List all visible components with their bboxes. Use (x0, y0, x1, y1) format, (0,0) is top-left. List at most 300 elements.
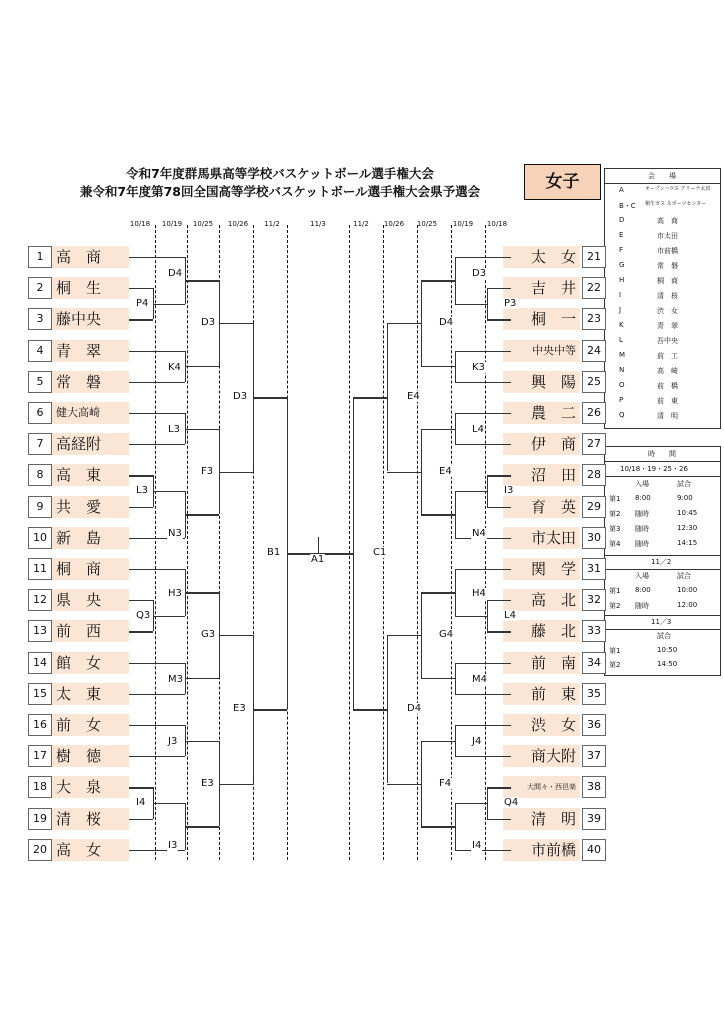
schedule-row (605, 660, 720, 672)
table-cell: 第1 (609, 647, 621, 655)
bracket-line (129, 694, 185, 695)
table-cell: I (619, 291, 622, 299)
bracket-line (185, 366, 219, 367)
match-code: M4 (472, 673, 487, 685)
team-seed-number: 8 (28, 464, 52, 486)
team-seed-number: 18 (28, 776, 52, 798)
team-seed-number: 33 (582, 620, 606, 642)
bracket-line (185, 280, 219, 281)
team-seed-number: 9 (28, 496, 52, 518)
bracket-line (455, 569, 456, 616)
team-name: 高経附 (52, 433, 129, 455)
venue-heading (605, 171, 720, 183)
bracket-line (487, 787, 511, 788)
table-cell: 常 磐 (657, 262, 678, 270)
bracket-line (353, 397, 387, 398)
match-code-final: A1 (311, 554, 325, 566)
team-name: 伊 商 (503, 433, 580, 455)
team-seed-number: 2 (28, 277, 52, 299)
bracket-line (253, 397, 287, 398)
bracket-line (455, 850, 511, 851)
team-name: 中央中等 (503, 340, 580, 362)
bracket-line (185, 592, 219, 593)
bracket-line (387, 784, 421, 785)
table-cell: 10:00 (677, 586, 698, 594)
match-code: I4 (472, 839, 482, 851)
team-name: 藤中央 (52, 308, 129, 330)
category-badge: 女子 (524, 164, 601, 200)
match-code: D3 (472, 268, 487, 279)
divider (605, 476, 720, 477)
round-divider (187, 225, 188, 860)
match-code: K4 (168, 361, 181, 373)
team-name: 清 桜 (52, 808, 129, 830)
bracket-line (455, 351, 456, 382)
team-seed-number: 14 (28, 652, 52, 674)
bracket-line (185, 429, 219, 430)
match-code: D4 (168, 268, 183, 279)
table-cell: 第2 (609, 661, 621, 669)
team-seed-number: 13 (28, 620, 52, 642)
bracket-line (455, 616, 487, 617)
table-cell: 試合 (677, 572, 691, 580)
round-date: 11/2 (264, 220, 280, 228)
bracket-line (219, 323, 253, 324)
round-date: 11/3 (310, 220, 326, 228)
venue-row (605, 231, 720, 243)
table-cell: Q (619, 411, 625, 419)
venue-row (605, 336, 720, 348)
team-name: 市太田 (503, 527, 580, 549)
bracket-line (129, 257, 185, 258)
team-name: 桐 商 (52, 558, 129, 580)
match-code: P3 (504, 297, 517, 309)
match-code: D4 (407, 703, 422, 715)
bracket-line (487, 288, 488, 319)
bracket-line (421, 592, 422, 678)
venue-row (605, 381, 720, 393)
venue-row (605, 201, 720, 213)
match-code: L4 (504, 609, 516, 621)
team-seed-number: 38 (582, 776, 606, 798)
team-seed-number: 34 (582, 652, 606, 674)
round-date: 11/2 (353, 220, 369, 228)
bracket-line (219, 784, 253, 785)
match-code: N4 (472, 527, 486, 539)
team-name: 県 央 (52, 589, 129, 611)
schedule-row (605, 524, 720, 536)
round-date: 10/18 (486, 220, 508, 228)
title-line-2: 兼令和7年度第78回全国高等学校バスケットボール選手権大会県予選会 (79, 184, 481, 199)
team-seed-number: 3 (28, 308, 52, 330)
bracket-line (455, 756, 511, 757)
bracket-line (455, 382, 511, 383)
round-divider (349, 225, 350, 860)
bracket-line (129, 725, 185, 726)
table-cell: 前 工 (657, 352, 678, 360)
team-seed-number: 24 (582, 340, 606, 362)
venue-row (605, 396, 720, 408)
table-cell: 11／2 (651, 558, 672, 566)
table-cell: 高 商 (657, 217, 678, 225)
schedule-dates (605, 464, 720, 476)
bracket-line (421, 366, 455, 367)
bracket-line (253, 709, 287, 710)
match-code: G3 (201, 629, 216, 641)
table-cell: 12:30 (677, 524, 698, 532)
table-cell: 渋 女 (657, 307, 678, 315)
round-date: 10/25 (192, 220, 214, 228)
bracket-line (455, 351, 511, 352)
team-name: 大 泉 (52, 776, 129, 798)
schedule-columns (605, 571, 720, 583)
table-cell: 随時 (635, 510, 649, 518)
bracket-line (185, 826, 219, 827)
schedule-row (605, 539, 720, 551)
bracket-line (129, 756, 185, 757)
team-seed-number: 7 (28, 433, 52, 455)
table-cell: 第2 (609, 510, 621, 518)
team-name: 桐 一 (503, 308, 580, 330)
bracket-line (318, 537, 319, 553)
match-code: I4 (136, 797, 146, 808)
match-code: D3 (233, 391, 248, 403)
table-cell: 随時 (635, 525, 649, 533)
match-code: N3 (168, 527, 182, 539)
team-name: 健大高崎 (52, 402, 129, 424)
round-divider (485, 225, 486, 860)
bracket-line (129, 288, 153, 289)
team-name: 高 商 (52, 246, 129, 268)
bracket-line (487, 319, 511, 320)
team-name: 青 翠 (52, 340, 129, 362)
match-code: E3 (201, 777, 214, 789)
venue-row (605, 321, 720, 333)
bracket-line (421, 826, 455, 827)
bracket-line (387, 635, 388, 783)
team-name: 前 東 (503, 683, 580, 705)
bracket-line (153, 304, 185, 305)
table-cell: 随時 (635, 602, 649, 610)
bracket-line (455, 663, 511, 664)
bracket-line (455, 257, 511, 258)
team-seed-number: 5 (28, 371, 52, 393)
bracket-line (129, 569, 185, 570)
table-cell: 8:00 (635, 494, 651, 502)
table-cell: 市太田 (657, 232, 678, 240)
team-seed-number: 35 (582, 683, 606, 705)
schedule-columns (605, 631, 720, 643)
bracket-line (129, 600, 153, 601)
schedule-heading (605, 449, 720, 461)
table-cell: 14:50 (657, 660, 678, 668)
table-cell: F (619, 246, 624, 254)
team-name: 桐 生 (52, 277, 129, 299)
table-cell: 青 翠 (657, 322, 678, 330)
venue-row (605, 291, 720, 303)
bracket-line (487, 475, 488, 506)
divider (605, 183, 720, 184)
table-cell: B・C (619, 202, 636, 210)
round-divider (383, 225, 384, 860)
bracket-line (487, 819, 511, 820)
bracket-line (129, 631, 153, 632)
match-code: J3 (168, 736, 178, 747)
bracket-line (129, 413, 185, 414)
team-seed-number: 37 (582, 745, 606, 767)
round-divider (417, 225, 418, 860)
team-name: 前 南 (503, 652, 580, 674)
team-name: 新 島 (52, 527, 129, 549)
schedule-columns (605, 479, 720, 491)
bracket-line (129, 351, 185, 352)
table-cell: H (619, 276, 625, 284)
table-cell: 10:45 (677, 509, 698, 517)
team-name: 太 東 (52, 683, 129, 705)
match-code: K3 (472, 361, 485, 373)
bracket-line (421, 741, 422, 827)
bracket-line (129, 444, 185, 445)
match-code: E4 (407, 391, 420, 403)
table-cell: M (619, 351, 626, 359)
table-cell: 前 橋 (657, 382, 678, 390)
divider (605, 629, 720, 630)
schedule-row (605, 509, 720, 521)
team-seed-number: 39 (582, 808, 606, 830)
divider (605, 569, 720, 570)
match-code: E4 (439, 465, 452, 477)
bracket-line (129, 507, 153, 508)
table-cell: 入場 (635, 572, 649, 580)
team-seed-number: 4 (28, 340, 52, 362)
venue-row (605, 276, 720, 288)
bracket-line (421, 741, 455, 742)
round-date: 10/19 (161, 220, 183, 228)
team-name: 前 西 (52, 620, 129, 642)
table-cell: A (619, 186, 624, 194)
round-date: 10/19 (452, 220, 474, 228)
team-seed-number: 1 (28, 246, 52, 268)
team-seed-number: 21 (582, 246, 606, 268)
team-name: 樹 徳 (52, 745, 129, 767)
venue-row (605, 411, 720, 423)
match-code: P4 (136, 297, 149, 309)
team-name: 農 二 (503, 402, 580, 424)
table-cell: 第3 (609, 525, 621, 533)
team-seed-number: 6 (28, 402, 52, 424)
bracket-line (421, 592, 455, 593)
team-seed-number: 36 (582, 714, 606, 736)
team-seed-number: 29 (582, 496, 606, 518)
bracket-line (455, 725, 511, 726)
team-seed-number: 31 (582, 558, 606, 580)
bracket-line (421, 429, 422, 515)
match-code: E3 (233, 703, 246, 715)
table-cell: E (619, 231, 624, 239)
table-cell: オープンハウス アリーナ太田 (645, 186, 711, 192)
bracket-line (455, 257, 456, 304)
team-name: 高 女 (52, 839, 129, 861)
table-cell: P (619, 396, 624, 404)
table-cell: 清 桜 (657, 292, 678, 300)
round-date: 10/18 (129, 220, 151, 228)
bracket-line (455, 725, 456, 756)
team-name: 渋 女 (503, 714, 580, 736)
bracket-line (455, 803, 456, 850)
schedule-row (605, 646, 720, 658)
table-cell: N (619, 366, 625, 374)
table-cell: 11／3 (651, 618, 672, 626)
match-code: H3 (168, 588, 182, 599)
bracket-line (455, 663, 456, 694)
venue-row (605, 246, 720, 258)
match-code: Q3 (136, 609, 151, 621)
match-code: D4 (439, 317, 454, 329)
bracket-line (421, 514, 455, 515)
table-cell: 8:00 (635, 586, 651, 594)
bracket-line (129, 787, 153, 788)
bracket-line (487, 507, 511, 508)
match-code: H4 (472, 588, 486, 599)
bracket-line (353, 709, 387, 710)
table-cell: 第2 (609, 602, 621, 610)
table-cell: 吾中央 (657, 337, 678, 345)
divider (605, 555, 720, 556)
bracket-line (487, 787, 488, 818)
venue-row (605, 261, 720, 273)
team-name: 育 英 (503, 496, 580, 518)
match-code: B1 (267, 547, 281, 559)
table-cell: 会 場 (648, 172, 676, 180)
table-cell: O (619, 381, 625, 389)
bracket-line (219, 635, 253, 636)
table-cell: 高 崎 (657, 367, 678, 375)
match-code: G4 (439, 629, 454, 641)
bracket-line (129, 382, 185, 383)
venue-row (605, 186, 720, 198)
venue-row (605, 351, 720, 363)
round-divider (155, 225, 156, 860)
table-cell: 9:00 (677, 494, 693, 502)
bracket-line (153, 491, 185, 492)
team-name: 藤 北 (503, 620, 580, 642)
table-cell: 試合 (657, 632, 671, 640)
match-code: I3 (168, 839, 178, 851)
bracket-line (455, 444, 511, 445)
bracket-line (185, 514, 219, 515)
table-cell: 12:00 (677, 601, 698, 609)
bracket-line (129, 475, 153, 476)
match-code: I3 (504, 485, 514, 496)
team-seed-number: 23 (582, 308, 606, 330)
table-cell: G (619, 261, 625, 269)
table-cell: 前 東 (657, 397, 678, 405)
match-code: L4 (472, 424, 484, 435)
team-seed-number: 26 (582, 402, 606, 424)
schedule-dates (605, 617, 720, 629)
team-name: 共 愛 (52, 496, 129, 518)
bracket-line (455, 491, 487, 492)
bracket-line (455, 413, 456, 444)
team-seed-number: 22 (582, 277, 606, 299)
team-name: 太 女 (503, 246, 580, 268)
team-name: 興 陽 (503, 371, 580, 393)
table-cell: 14:15 (677, 539, 698, 547)
match-code: L3 (168, 424, 180, 435)
team-seed-number: 40 (582, 839, 606, 861)
team-seed-number: 12 (28, 589, 52, 611)
team-seed-number: 10 (28, 527, 52, 549)
team-name: 大間々・西邑楽 (503, 776, 580, 798)
venue-table (604, 168, 721, 429)
bracket-line (129, 319, 153, 320)
table-cell: 時 間 (648, 450, 676, 458)
bracket-line (153, 616, 185, 617)
round-date: 10/26 (227, 220, 249, 228)
bracket-line (487, 600, 488, 631)
team-seed-number: 27 (582, 433, 606, 455)
bracket-line (421, 678, 455, 679)
table-cell: 第1 (609, 495, 621, 503)
round-date: 10/25 (416, 220, 438, 228)
table-cell: 桐 商 (657, 277, 678, 285)
team-name: 吉 井 (503, 277, 580, 299)
match-code: C1 (373, 547, 387, 559)
team-seed-number: 15 (28, 683, 52, 705)
schedule-table (604, 446, 721, 676)
bracket-line (387, 323, 388, 471)
venue-row (605, 366, 720, 378)
table-cell: D (619, 216, 625, 224)
schedule-row (605, 586, 720, 598)
team-name: 前 女 (52, 714, 129, 736)
team-name: 館 女 (52, 652, 129, 674)
team-name: 商大附 (503, 745, 580, 767)
bracket-line (421, 429, 455, 430)
bracket-line (387, 323, 421, 324)
bracket-line (455, 569, 511, 570)
team-seed-number: 28 (582, 464, 606, 486)
bracket-line (185, 741, 219, 742)
bracket-line (353, 397, 354, 709)
match-code: M3 (168, 673, 183, 685)
bracket-line (387, 472, 421, 473)
team-seed-number: 19 (28, 808, 52, 830)
table-cell: 10/18・19・25・26 (620, 465, 688, 473)
schedule-row (605, 494, 720, 506)
round-date: 10/26 (383, 220, 405, 228)
bracket-line (185, 678, 219, 679)
table-cell: L (619, 336, 623, 344)
table-cell: 随時 (635, 540, 649, 548)
bracket-line (455, 304, 487, 305)
match-code: Q4 (504, 797, 519, 808)
team-seed-number: 30 (582, 527, 606, 549)
bracket-line (129, 819, 153, 820)
table-cell: 第1 (609, 587, 621, 595)
table-cell: 入場 (635, 480, 649, 488)
team-seed-number: 17 (28, 745, 52, 767)
bracket-line (455, 803, 487, 804)
venue-row (605, 216, 720, 228)
team-name: 沼 田 (503, 464, 580, 486)
team-name: 関 学 (503, 558, 580, 580)
team-seed-number: 20 (28, 839, 52, 861)
team-seed-number: 16 (28, 714, 52, 736)
bracket-line (129, 663, 185, 664)
bracket-line (455, 413, 511, 414)
team-seed-number: 11 (28, 558, 52, 580)
